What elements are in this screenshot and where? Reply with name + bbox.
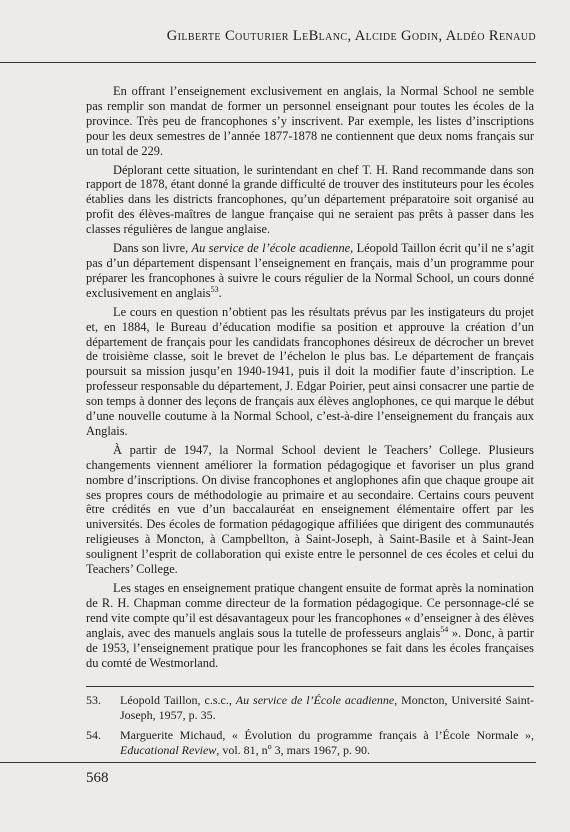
text-run: , Moncton, Université Saint-Joseph, 1957, p. 35. (120, 693, 535, 722)
italic-title: Educational Review (120, 742, 217, 757)
paragraph (86, 443, 534, 577)
italic-title: Au service de l’école acadienne (191, 241, 351, 256)
footnote (86, 693, 534, 722)
paragraph (86, 163, 534, 238)
footnote-ref: 54 (440, 624, 449, 634)
text-run: À partir de 1947, la Normal School devient le Teachers’ College. Plusieurs changements viennent améliorer la formation pédagogique et favoriser un plus grand nombre d’inscriptions. On divise francophones et anglophones afin que chaque groupe ait ses propres cours de méthodologie au primaire et au secondaire. Certains cours peuvent être crédités en vue d’un baccalauréat en enseignement élémentaire offert par les universités. Des écoles de formation pédagogique affiliées que dirigent des communautés religieuses à Moncton, à Campbellton, à Saint-Joseph, à Saint-Basile et à Saint-Jean soulignent l’esprit de collaboration qui existe entre le personnel de ces écoles et celui du Teachers’ College. (86, 442, 534, 577)
text-run: 3, mars 1967, p. 90. (271, 742, 370, 757)
paragraph (86, 241, 534, 301)
running-header: Gilberte Couturier LeBlanc, Alcide Godin, Aldéo Renaud (166, 28, 536, 44)
text-run: Le cours en question n’obtient pas les résultats prévus par les instigateurs du projet et, en 1884, le Bureau d’éducation modifie sa position et approuve la création d’un département de français pour les candidats francophones désireux de décrocher un brevet de troisième classe, soit le brevet de l’échelon le plus bas. Le département de français poursuit sa mission jusqu’en 1940-1941, puis il doit la modifier faute d’inscription. Le professeur responsable du département, J. Edgar Poirier, peut ainsi consacrer une partie de son temps à donner des leçons de français aux élèves anglophones, ce qui marque le début d’une nouvelle coutume à la Normal School, c’est-à-dire l’enseignement du français aux Anglais. (86, 304, 534, 438)
text-run: , Léopold Taillon écrit qu’il ne s’agit pas d’un département dispensant l’enseignement en français, mais d’un programme pour préparer les francophones à suivre le cours régulier de la Normal School, un cours donné exclusivement en anglais (86, 241, 534, 300)
header-rule (0, 62, 536, 63)
footnote-ref: 53 (210, 284, 219, 294)
text-run: Dans son livre, (113, 241, 192, 256)
page-number: 568 (86, 770, 109, 786)
main-text (86, 84, 534, 670)
paragraph (86, 305, 534, 439)
footnote-text (120, 693, 534, 722)
text-run: . (218, 285, 222, 300)
text-run: Marguerite Michaud, « Évolution du programme français à l’École Normale », (120, 728, 534, 743)
footnote-rule (86, 686, 534, 687)
footnote-ref: o (267, 741, 272, 751)
text-run: Déplorant cette situation, le surintendant en chef T. H. Rand recommande dans son rapport de 1878, étant donné la grande difficulté de trouver des instituteurs pour les écoles établies dans les districts francophones, qu’un département préparatoire soit organisé au profit des élèves-maîtres de langue française qui ne seraient pas prêts à passer dans les classes régulières de langue anglaise. (86, 162, 534, 237)
footnote-number: 53. (86, 693, 101, 707)
footnote (86, 728, 534, 757)
footnote-text (120, 728, 534, 757)
text-run: Léopold Taillon, c.s.c., (120, 693, 236, 707)
text-run: , vol. 81, n (216, 742, 268, 757)
paragraph (86, 581, 534, 670)
footnotes (86, 693, 534, 763)
text-run: ». Donc, à partir de 1953, l’enseignement pratique pour les francophones se fait dans les écoles françaises du comté de Westmorland. (86, 625, 534, 670)
paragraph (86, 84, 534, 159)
text-run: En offrant l’enseignement exclusivement en anglais, la Normal School ne semble pas remplir son mandat de former un personnel enseignant pour toutes les écoles de la province. Très peu de francophones s’y inscrivent. Par exemple, les listes d’inscriptions pour les deux semestres de l’année 1877-1878 ne contiennent que deux noms français sur un total de 229. (86, 84, 534, 158)
footnote-number: 54. (86, 728, 101, 743)
italic-title: Au service de l’École acadienne (235, 693, 395, 707)
text-run: Les stages en enseignement pratique changent ensuite de format après la nomination de R. H. Chapman comme directeur de la formation pédagogique. Ce personnage-clé se rend vite compte qu’il est désavantageux pour les francophones « d’enseigner à des élèves anglais, avec des manuels anglais sous la tutelle de professeurs anglais (86, 581, 534, 640)
footer-rule (0, 762, 536, 763)
